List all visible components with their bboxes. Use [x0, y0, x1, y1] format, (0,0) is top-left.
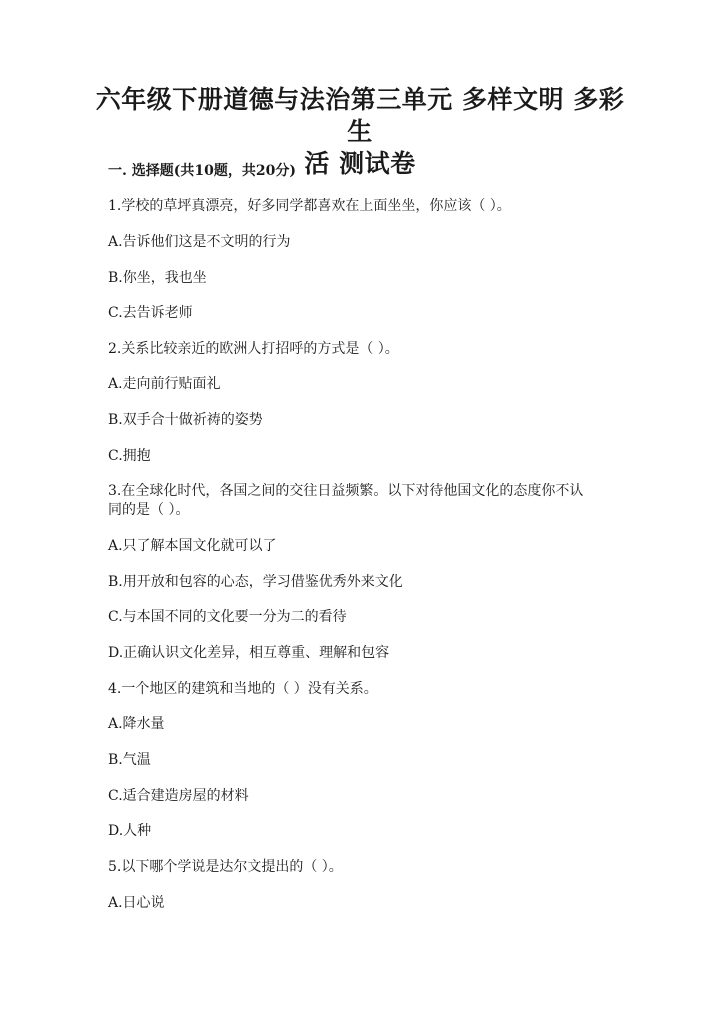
question-4-option-c: C.适合建造房屋的材料	[108, 788, 249, 804]
question-2-option-c: C.拥抱	[108, 448, 151, 464]
section-heading: 一. 选择题(共10题，共20分)	[108, 163, 296, 179]
question-5-stem: 5.以下哪个学说是达尔文提出的（ ）。	[108, 859, 343, 875]
question-1-option-a: A.告诉他们这是不文明的行为	[108, 234, 291, 250]
title-line-2: 活 测试卷	[304, 149, 416, 178]
question-1-option-c: C.去告诉老师	[108, 305, 193, 321]
question-2-option-a: A.走向前行贴面礼	[108, 376, 221, 392]
question-4-option-b: B.气温	[108, 752, 151, 768]
question-4-option-a: A.降水量	[108, 716, 165, 732]
question-3-stem-line-2: 同的是（ ）。	[108, 502, 190, 518]
question-3-option-d: D.正确认识文化差异，相互尊重、理解和包容	[108, 645, 390, 661]
question-5-option-a: A.日心说	[108, 895, 165, 911]
question-2-option-b: B.双手合十做祈祷的姿势	[108, 412, 263, 428]
question-4-stem: 4.一个地区的建筑和当地的（ ）没有关系。	[108, 681, 378, 697]
question-4-option-d: D.人种	[108, 823, 152, 839]
question-1-option-b: B.你坐，我也坐	[108, 270, 207, 286]
question-3-option-b: B.用开放和包容的心态，学习借鉴优秀外来文化	[108, 574, 403, 590]
title-line-1: 六年级下册道德与法治第三单元 多样文明 多彩生	[95, 85, 625, 146]
question-3-option-a: A.只了解本国文化就可以了	[108, 538, 277, 554]
question-1-stem: 1.学校的草坪真漂亮，好多同学都喜欢在上面坐坐，你应该（ ）。	[108, 198, 511, 214]
question-3-stem-line-1: 3.在全球化时代，各国之间的交往日益频繁。以下对待他国文化的态度你不认	[108, 483, 584, 499]
question-2-stem: 2.关系比较亲近的欧洲人打招呼的方式是（ ）。	[108, 341, 399, 357]
question-3-option-c: C.与本国不同的文化要一分为二的看待	[108, 609, 347, 625]
